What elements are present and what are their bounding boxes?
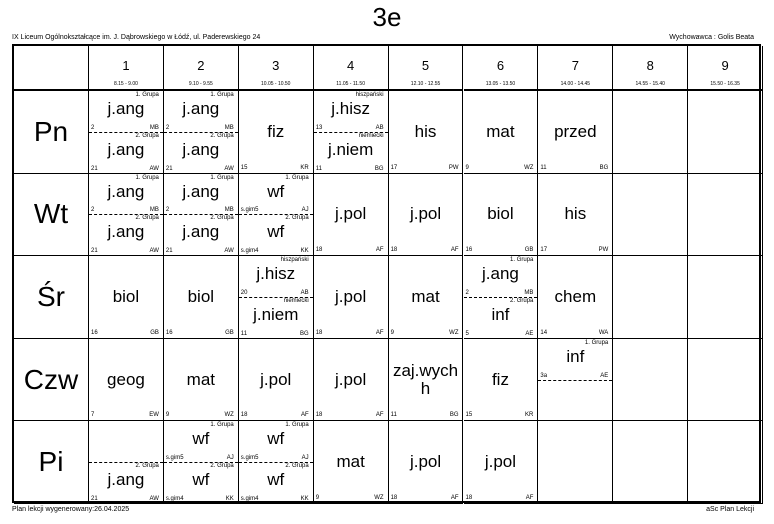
teacher-code: PW (598, 247, 609, 254)
room-number: 9 (315, 494, 320, 501)
page-title: 3e (372, 2, 402, 32)
room-number: s.gim5 (165, 455, 184, 462)
lesson-cell (164, 174, 239, 257)
teacher-code: BG (599, 164, 609, 171)
teacher-code: WZ (224, 412, 234, 419)
lesson-cell (389, 339, 464, 422)
subject-name: inf (491, 304, 510, 324)
period-time: 11.05 - 11.50 (336, 81, 365, 87)
lesson-cell (464, 339, 539, 422)
group-slot-bottom (239, 214, 313, 255)
room-number: 21 (165, 248, 173, 255)
group-slot-bottom (164, 214, 238, 255)
room-number: 3a (540, 372, 548, 379)
period-number: 3 (272, 58, 280, 73)
group-slot-top (89, 421, 163, 463)
teacher-code: KK (300, 248, 309, 255)
teacher-code: PW (448, 164, 459, 171)
teacher-code: GB (150, 329, 159, 336)
lesson-cell (464, 91, 539, 174)
room-number: 21 (91, 165, 98, 172)
lesson-cell (239, 256, 314, 339)
period-header (89, 46, 164, 91)
lesson-cell (314, 174, 389, 257)
lesson-cell (538, 91, 613, 174)
teacher-code: WZ (374, 494, 384, 501)
room-number: 17 (390, 164, 398, 171)
lesson-cell (464, 421, 539, 504)
group-label: 2. Grupa (510, 297, 534, 304)
subject-name: biol (187, 286, 215, 306)
room-number: 18 (390, 247, 398, 254)
software-credit: aSc Plan Lekcji (706, 506, 754, 513)
subject-name: j.ang (182, 99, 220, 118)
group-label: 2. Grupa (285, 463, 309, 470)
lesson-cell (314, 421, 389, 504)
lesson-cell (239, 421, 314, 504)
teacher-code: AJ (301, 207, 309, 214)
lesson-cell (538, 174, 613, 257)
lesson-cell (688, 174, 763, 257)
room-number: s.gim4 (240, 248, 259, 255)
group-slot-top (164, 174, 238, 216)
room-number: 15 (240, 164, 248, 171)
timetable-grid (12, 44, 761, 503)
group-label: 1. Grupa (210, 92, 234, 98)
teacher-code: AW (149, 248, 159, 255)
teacher-code: MB (149, 207, 159, 214)
group-label: 2. Grupa (210, 463, 234, 470)
room-number: 11 (240, 330, 248, 337)
group-label: 1. Grupa (285, 422, 309, 429)
day-label: Pn (14, 91, 89, 174)
period-number: 6 (496, 58, 505, 73)
class-teacher: Wychowawca : Golis Beata (669, 34, 754, 41)
teacher-code: AF (375, 329, 384, 336)
teacher-code: MB (224, 207, 234, 214)
teacher-code: AE (600, 372, 609, 379)
group-label: niemiecki (358, 132, 384, 139)
group-slot-bottom (89, 214, 163, 255)
room-number: 16 (465, 247, 473, 254)
room-number: 20 (240, 289, 248, 296)
room-number: s.gim4 (165, 495, 184, 502)
subject-name: j.hisz (256, 264, 296, 284)
group-slot-top (464, 256, 538, 298)
group-label: 1. Grupa (210, 422, 234, 429)
teacher-code: KR (300, 164, 309, 171)
lesson-cell (164, 339, 239, 422)
subject-name: wf (267, 222, 285, 242)
room-number: s.gim4 (240, 495, 259, 502)
lesson-cell (164, 256, 239, 339)
period-header (164, 46, 239, 91)
period-header (389, 46, 464, 91)
subject-name: biol (112, 286, 140, 306)
room-number: 15 (465, 412, 473, 419)
lesson-cell (164, 421, 239, 504)
day-label: Śr (14, 256, 89, 339)
lesson-cell (688, 421, 763, 504)
room-number: 18 (315, 329, 323, 336)
group-label: 1. Grupa (510, 257, 534, 264)
period-number: 8 (646, 58, 654, 73)
subject-name: biol (487, 204, 514, 224)
teacher-code: AW (224, 165, 234, 172)
room-number: 7 (91, 412, 95, 419)
teacher-code: GB (524, 247, 534, 254)
subject-name: j.pol (335, 286, 367, 306)
subject-name: j.pol (409, 452, 442, 472)
group-slot-bottom (464, 297, 538, 338)
room-number: 18 (390, 494, 398, 501)
room-number: 21 (91, 495, 98, 502)
lesson-cell (538, 256, 613, 339)
lesson-cell (89, 91, 164, 174)
subject-name: mat (186, 369, 215, 389)
period-header (464, 46, 539, 91)
group-label: hiszpański (355, 92, 384, 98)
period-time: 10.05 - 10.50 (261, 81, 291, 87)
room-number: s.gim5 (240, 455, 259, 462)
period-time: 12.10 - 12.55 (410, 81, 441, 87)
room-number: 2 (91, 124, 95, 131)
teacher-code: WA (598, 329, 609, 336)
group-label: 2. Grupa (135, 215, 159, 222)
lesson-cell (389, 174, 464, 257)
group-slot-top (239, 256, 313, 298)
room-number: 21 (165, 165, 173, 172)
subject-name: j.pol (409, 204, 442, 224)
teacher-code: AW (149, 165, 159, 172)
lesson-cell (314, 256, 389, 339)
subject-name: mat (411, 286, 440, 306)
group-slot-bottom (89, 462, 163, 503)
group-slot-top (314, 91, 388, 133)
subject-name: j.ang (482, 264, 519, 284)
lesson-cell (89, 421, 164, 504)
teacher-code: EW (149, 412, 159, 419)
lesson-cell (89, 174, 164, 257)
teacher-code: MB (224, 124, 234, 131)
room-number: 14 (540, 329, 548, 336)
room-number: 13 (315, 124, 323, 131)
subject-name: j.ang (182, 181, 220, 201)
teacher-code: AJ (301, 455, 309, 462)
subject-name: j.niem (327, 139, 374, 159)
teacher-code: BG (300, 330, 309, 337)
subject-name: his (414, 121, 437, 141)
teacher-code: GB (225, 329, 234, 336)
teacher-code: MB (524, 289, 534, 296)
period-number: 2 (197, 58, 205, 73)
lesson-cell (688, 339, 763, 422)
lesson-cell (89, 256, 164, 339)
period-time: 15.50 - 16.35 (710, 81, 740, 87)
period-header (239, 46, 314, 91)
teacher-code: AW (149, 495, 159, 502)
period-time: 8.15 - 9.00 (113, 81, 138, 87)
lesson-cell (613, 256, 688, 339)
group-slot-top (239, 174, 313, 216)
teacher-code: MB (149, 124, 159, 131)
group-label: 2. Grupa (210, 215, 234, 222)
subject-name: j.ang (107, 139, 145, 159)
period-time: 13.05 - 13.50 (485, 81, 516, 87)
room-number: 18 (240, 412, 248, 419)
period-number: 5 (421, 58, 430, 73)
group-label: niemiecki (283, 297, 309, 304)
room-number: 18 (315, 412, 323, 419)
room-number: 2 (165, 124, 170, 131)
subject-name: j.pol (484, 452, 517, 472)
lesson-cell (464, 174, 539, 257)
room-number: 21 (91, 248, 98, 255)
period-number: 4 (347, 58, 355, 73)
group-label: 2. Grupa (135, 132, 159, 139)
group-label: 1. Grupa (210, 174, 234, 181)
subject-name: chem (554, 286, 597, 306)
lesson-cell (239, 91, 314, 174)
header-corner (14, 46, 89, 91)
subject-name: j.ang (107, 222, 145, 242)
subject-name: wf (267, 181, 285, 201)
subject-name: j.pol (260, 369, 292, 389)
teacher-code: AF (450, 494, 459, 501)
day-label: Pi (14, 421, 89, 504)
teacher-code: AB (375, 124, 384, 131)
subject-name: j.ang (182, 222, 220, 242)
teacher-code: KK (225, 495, 234, 502)
group-label: 1. Grupa (584, 339, 609, 346)
lesson-cell (389, 256, 464, 339)
period-header (613, 46, 688, 91)
group-slot-top (89, 91, 163, 133)
subject-name: j.ang (107, 470, 145, 490)
room-number: 2 (165, 207, 170, 214)
subject-name: inf (566, 346, 585, 366)
room-number: 5 (465, 330, 469, 337)
group-slot-bottom (239, 462, 313, 503)
group-label: 2. Grupa (135, 463, 159, 470)
group-slot-bottom (164, 132, 238, 173)
period-number: 9 (721, 58, 729, 73)
group-label: 1. Grupa (135, 92, 159, 98)
lesson-cell (389, 421, 464, 504)
teacher-code: KK (300, 495, 309, 502)
period-number: 7 (571, 58, 579, 73)
teacher-code: BG (449, 412, 459, 419)
subject-name: his (564, 204, 587, 224)
teacher-code: WZ (524, 164, 534, 171)
subject-name: j.pol (335, 369, 367, 389)
lesson-cell (538, 421, 613, 504)
subject-name: geog (107, 369, 145, 389)
lesson-cell (389, 91, 464, 174)
subject-name: j.hisz (331, 99, 370, 118)
day-label: Wt (14, 174, 89, 257)
teacher-code: AE (525, 330, 534, 337)
group-label: hiszpański (280, 257, 309, 264)
group-slot-top (538, 339, 612, 381)
group-label: 1. Grupa (135, 174, 159, 181)
lesson-cell (164, 91, 239, 174)
room-number: 2 (465, 289, 469, 296)
teacher-code: BG (374, 165, 384, 172)
room-number: 11 (540, 164, 547, 171)
teacher-code: AW (224, 248, 234, 255)
teacher-code: AF (450, 247, 459, 254)
group-label: 2. Grupa (285, 215, 309, 222)
teacher-code: AF (375, 412, 384, 419)
lesson-cell (314, 91, 389, 174)
room-number: 17 (540, 247, 548, 254)
period-time: 14.00 - 14.45 (560, 81, 591, 87)
teacher-code: AF (525, 494, 534, 501)
room-number: 18 (315, 247, 323, 254)
room-number: 9 (390, 329, 394, 336)
period-number: 1 (122, 58, 130, 73)
lesson-cell (688, 256, 763, 339)
room-number: 9 (165, 412, 170, 419)
subject-name: mat (486, 121, 515, 141)
lesson-cell (688, 91, 763, 174)
subject-name: zaj.wych h (392, 360, 459, 398)
room-number: 18 (465, 494, 473, 501)
group-slot-bottom (164, 462, 238, 503)
group-slot-top (164, 421, 238, 463)
period-header (688, 46, 763, 91)
lesson-cell (239, 174, 314, 257)
group-slot-bottom (89, 132, 163, 173)
subject-name: wf (267, 470, 285, 490)
teacher-code: AF (375, 247, 384, 254)
subject-name: j.ang (107, 99, 145, 118)
lesson-cell (314, 339, 389, 422)
room-number: 2 (91, 207, 95, 214)
teacher-code: KR (525, 412, 534, 419)
group-slot-bottom (538, 380, 612, 421)
lesson-cell (613, 91, 688, 174)
group-slot-top (89, 174, 163, 216)
group-slot-top (164, 91, 238, 133)
period-time: 9.10 - 9.55 (188, 81, 213, 87)
subject-name: wf (192, 429, 210, 449)
subject-name: j.ang (107, 181, 145, 201)
room-number: 11 (390, 412, 397, 419)
lesson-cell (613, 339, 688, 422)
generated-date: Plan lekcji wygenerowany:26.04.2025 (12, 506, 130, 513)
lesson-cell (613, 174, 688, 257)
subject-name: przed (554, 121, 597, 141)
lesson-cell (89, 339, 164, 422)
day-label: Czw (14, 339, 89, 422)
group-slot-bottom (239, 297, 313, 338)
subject-name: j.niem (253, 304, 299, 324)
subject-name: wf (267, 429, 285, 449)
school-name: IX Liceum Ogólnokształcące im. J. Dąbrowskiego w Łódź, ul. Paderewskiego 24 (12, 34, 261, 41)
lesson-cell (239, 339, 314, 422)
lesson-cell (613, 421, 688, 504)
period-time: 14.55 - 15.40 (635, 81, 665, 87)
subject-name: fiz (491, 369, 509, 389)
subject-name: mat (336, 452, 365, 472)
subject-name: fiz (267, 121, 285, 141)
room-number: 16 (165, 329, 173, 336)
teacher-code: AB (300, 289, 309, 296)
subject-name: j.ang (182, 139, 220, 159)
teacher-code: AJ (226, 455, 234, 462)
group-label: 2. Grupa (210, 132, 234, 139)
group-slot-top (239, 421, 313, 463)
lesson-cell (464, 256, 539, 339)
subject-name: j.pol (335, 204, 367, 224)
lesson-cell (538, 339, 613, 422)
period-header (314, 46, 389, 91)
teacher-code: AF (301, 412, 309, 419)
period-header (538, 46, 613, 91)
room-number: 11 (315, 165, 322, 172)
room-number: s.gim5 (240, 207, 259, 214)
group-slot-bottom (314, 132, 388, 173)
group-label: 1. Grupa (285, 174, 309, 181)
teacher-code: WZ (449, 329, 459, 336)
room-number: 9 (465, 164, 469, 171)
subject-name: wf (192, 470, 210, 490)
room-number: 16 (91, 329, 98, 336)
